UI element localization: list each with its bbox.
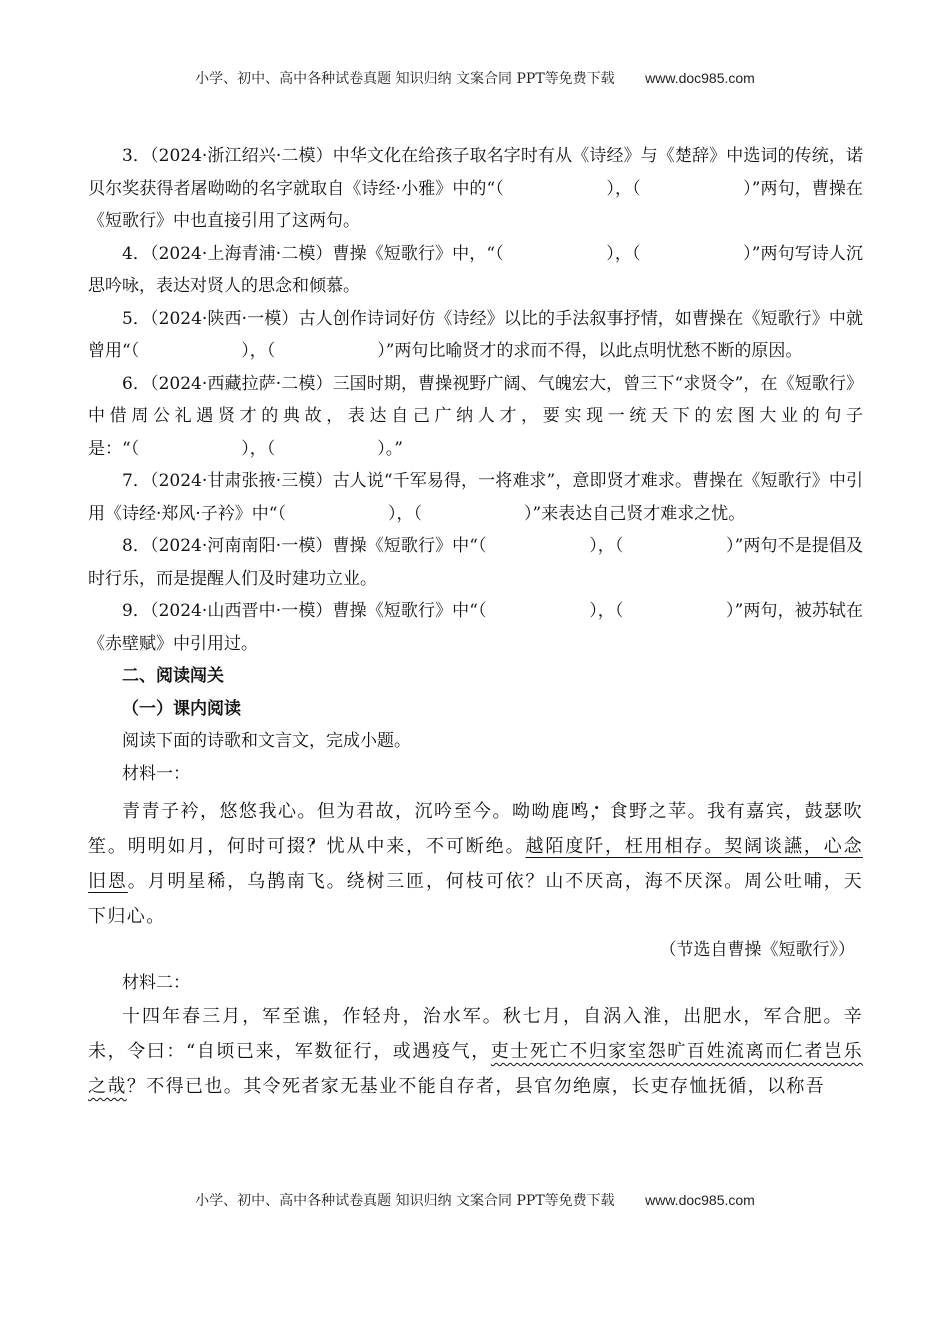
material2-label: 材料二： (122, 972, 190, 993)
poem-part-a: 青青子衿，悠悠我心。但为君故，沉吟至今。呦呦 (122, 801, 552, 822)
poem-source: （节选自曹操《短歌行》） (659, 940, 855, 960)
question-5: 5．（2024·陕西·一模）古人创作诗词好仿《诗经》以比的手法叙事抒情，如曹操在《短歌行》中就曾用“（ ），（ ）”两句比喻贤才的求而不得，以此点明忧愁不断的原因。 (88, 308, 863, 361)
dotted-char-lu: 鹿 (551, 801, 571, 822)
footer-site: www.doc985.com (645, 1192, 755, 1208)
prose-text (88, 999, 863, 1104)
section-title: 二、阅读闯关 (122, 666, 224, 686)
question-7: 7．（2024·甘肃张掖·三模）古人说“千军易得，一将难求”，意即贤才难求。曹操在《短歌行》中引用《诗经·郑风·子衿》中“（ ），（ ）”来表达自己贤才难求之忧。 (88, 471, 863, 524)
question-3: 3．（2024·浙江绍兴·二模）中华文化在给孩子取名字时有从《诗经》与《楚辞》中选词的传统，诺贝尔奖获得者屠呦呦的名字就取自《诗经·小雅》中的“（ ），（ ）”两句，曹操在《短歌行》中也直接引用了这两句。 (88, 146, 863, 231)
question-8: 8．（2024·河南南阳·一模）曹操《短歌行》中“（ ），（ ）”两句不是提倡及时行乐，而是提醒人们及时建功立业。 (88, 536, 863, 589)
material1-label: 材料一： (122, 763, 190, 784)
prose-part-a: 十四年春三月，军至谯，作轻舟，治水军。秋七月，自涡入淮，出肥水，军合肥。辛未，令曰：“自顷已来，军数征行，或遇疫气， (88, 1006, 863, 1062)
page-header (0, 68, 950, 88)
dotted-char-duo: 掇 (286, 836, 307, 857)
question-6: 6．（2024·西藏拉萨·二模）三国时期，曹操视野广阔、气魄宏大，曾三下“求贤令”，在《短歌行》中借周公礼遇贤才的典故，表达自己广纳人才，要实现一统天下的宏图大业的句子是：“（ ），（ ）。” (88, 373, 863, 459)
instruction: 阅读下面的诗歌和文言文，完成小题。 (122, 731, 411, 751)
prose-part-b: ？不得已也。其令死者家无基业不能自存者，县官勿绝廪，长吏存恤抚循，以称吾 (126, 1076, 826, 1097)
header-text: 小学、初中、高中各种试卷真题 知识归纳 文案合同 PPT等免费下载 (195, 71, 615, 87)
dotted-char-ming: 鸣 (570, 801, 591, 822)
poem-part-b: ，食野之苹。我有嘉宾，鼓瑟吹笙。明明如月，何时可 (88, 801, 863, 857)
poem-text (88, 794, 863, 934)
poem-part-c: ？忧从中来，不可断绝。 (306, 836, 526, 857)
underlined-sentence: 越陌度阡，枉用相存。契阔谈讌，心念旧恩 (88, 836, 863, 892)
footer-text: 小学、初中、高中各种试卷真题 知识归纳 文案合同 PPT等免费下载 (195, 1193, 615, 1209)
header-site: www.doc985.com (645, 70, 755, 86)
wavy-underlined-sentence: 吏士死亡不归家室怨旷百姓流离而仁者岂乐之哉 (88, 1041, 863, 1097)
question-4: 4．（2024·上海青浦·二模）曹操《短歌行》中，“（ ），（ ）”两句写诗人沉思吟咏，表达对贤人的思念和倾慕。 (88, 243, 863, 296)
question-9: 9．（2024·山西晋中·一模）曹操《短歌行》中“（ ），（ ）”两句，被苏轼在《赤壁赋》中引用过。 (88, 601, 863, 654)
document-body (88, 140, 863, 1104)
poem-part-d: 。月明星稀，乌鹊南飞。绕树三匝，何枝可依？山不厌高，海不厌深。周公吐哺，天下归心。 (88, 871, 863, 927)
section-subtitle: （一）课内阅读 (122, 698, 241, 719)
page-footer (0, 1190, 950, 1210)
